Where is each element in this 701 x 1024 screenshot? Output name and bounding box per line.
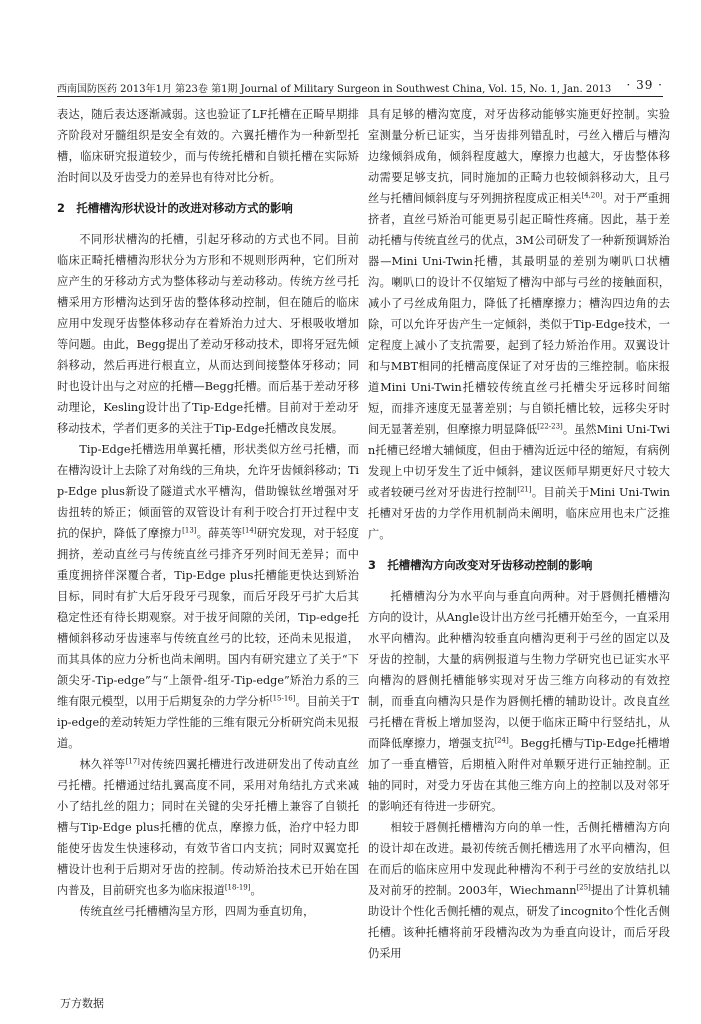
- page-number: · 39 ·: [626, 78, 663, 92]
- header-rule: [57, 96, 663, 97]
- paragraph: 表达，随后表达逐渐减弱。这也验证了LF托槽在正畸早期排齐阶段对牙髓组织是安全有效的。六翼托槽作为一种新型托槽，临床研究报道较少，而与传统托槽和自锁托槽在实际矫治时间以及牙齿受力的差异也有待对比分析。: [57, 108, 359, 184]
- watermark-footer: 万方数据: [60, 997, 104, 1010]
- right-column: [368, 104, 670, 964]
- running-header: [57, 78, 663, 94]
- paragraph: 相较于唇侧托槽槽沟方向的单一性，舌侧托槽槽沟方向的设计却在改进。最初传统舌侧托槽选用了水平向槽沟，但在而后的临床应用中发现此种槽沟不利于弓丝的安放结扎以及对前牙的控制。2003年，Wiechmann[25]提出了计算机辅助设计个性化舌侧托槽的观点，研发了incognito个性化舌侧托槽。该种托槽将前牙段槽沟改为为垂直向设计，而后牙段仍采用: [368, 821, 670, 960]
- citation: [18-19]: [224, 883, 251, 892]
- citation: [17]: [125, 757, 140, 766]
- paragraph: 不同形状槽沟的托槽，引起牙移动的方式也不同。目前临床正畸托槽槽沟形状分为方形和不规则形两种，它们所对应产生的牙移动方式为整体移动与差动移动。传统方丝弓托槽采用方形槽沟达到牙齿的整体移动控制，但在随后的临床应用中发现牙齿整体移动存在着矫治力过大、牙根吸收增加等问题。由此，Begg提出了差动牙移动技术，即将牙冠先倾斜移动，然后再进行根直立，从而达到间接整体牙移动；同时也设计出与之对应的托槽—Begg托槽。而后基于差动牙移动理论，Kesling设计出了Tip-Edge托槽。目前对于差动牙移动技术，学者们更多的关注于Tip-Edge托槽改良发展。: [57, 233, 359, 435]
- paragraph: Tip-Edge托槽选用单翼托槽，形状类似方丝弓托槽，而在槽沟设计上去除了对角线的三角块，允许牙齿倾斜移动；Tip-Edge plus新设了隧道式水平槽沟，借助镍钛丝增强对牙齿扭转的矫正；倾面管的双管设计有利于咬合打开过程中支抗的保护，降低了摩擦力[13]。薛英等[14]研究发现，对于轻度拥挤，差动直丝弓与传统直丝弓排齐牙列时间无差异；而中重度拥挤伴深覆合者，Tip-Edge plus托槽能更快达到矫治目标，同时有扩大后牙段牙弓现象，而后牙段牙弓扩大后其稳定性还有待长期观察。对于拔牙间隙的关闭，Tip-edge托槽倾斜移动牙齿速率与传统直丝弓的比较，还尚未见报道，而其具体的应力分析也尚未阐明。国内有研究建立了关于“下颌尖牙-Tip-edge”与“上颌骨-组牙-Tip-edge”矫治力系的三维有限元模型，以用于后期复杂的力学分析[15-16]。目前关于Tip-edge的差动转矩力学性能的三维有限元分析研究尚未见报道。: [57, 443, 359, 750]
- citation: [22-23]: [537, 422, 563, 431]
- citation: [25]: [576, 883, 591, 892]
- citation: [4,20]: [581, 191, 603, 200]
- paragraph: 传统直丝弓托槽槽沟呈方形，四周为垂直切角，: [79, 905, 315, 918]
- citation: [24]: [494, 736, 509, 745]
- citation: [15-16]: [269, 694, 296, 703]
- paragraph: 托槽槽沟分为水平向与垂直向两种。对于唇侧托槽槽沟方向的设计，从Angle设计出方丝弓托槽开始至今，一直采用水平向槽沟。此种槽沟较垂直向槽沟更利于弓丝的固定以及牙齿的控制，大量的病例报道与生物力学研究也已证实水平向槽沟的唇侧托槽能够实现对牙齿三维方向移动的有效控制，而垂直向槽沟只是作为唇侧托槽的辅助设计。改良直丝弓托槽在背板上增加竖沟，以便于临床正畸中行竖结扎，从而降低摩擦力，增强支抗[24]。Begg托槽与Tip-Edge托槽增加了一垂直槽管，后期植入附件对单颗牙进行正轴控制。正轴的同时，对受力牙齿在其他三维方向上的控制以及对邻牙的影响还有待进一步研究。: [368, 590, 670, 813]
- citation: [13]: [182, 526, 197, 535]
- journal-citation: 西南国防医药 2013年1月 第23卷 第1期 Journal of Military Surgeon in Southwest China, Vol. 15, No. 1, Jan. 2013: [57, 84, 612, 95]
- section-heading-2: 2 托槽槽沟形状设计的改进对移动方式的影响: [57, 201, 293, 215]
- citation: [14]: [242, 526, 257, 535]
- section-heading-3: 3 托槽槽沟方向改变对牙齿移动控制的影响: [368, 558, 593, 572]
- paragraph: 具有足够的槽沟宽度，对牙齿移动能够实施更好控制。实验室测量分析已证实，当牙齿排列错乱时，弓丝入槽后与槽沟边缘倾斜成角，倾斜程度越大，摩擦力也越大，牙齿整体移动需要足够支抗，同时施加的正畸力也较倾斜移动大，且弓丝与托槽间倾斜度与牙列拥挤程度成正相关[4,20]。对于严重拥挤者，直丝弓矫治可能更易引起正畸性疼痛。因此，基于差动托槽与传统直丝弓的优点，3M公司研发了一种新预调矫治器—Mini Uni-Twin托槽，其最明显的差别为喇叭口状槽沟。喇叭口的设计不仅缩短了槽沟中部与弓丝的接触面积，减小了弓丝成角阻力，降低了托槽摩擦力；槽沟四边角的去除，可以允许牙齿产生一定倾斜，类似于Tip-Edge技术，一定程度上减小了支抗需要，起到了轻力矫治作用。双翼设计和与MBT相同的托槽高度保证了对牙齿的三维控制。临床报道Mini Uni-Twin托槽较传统直丝弓托槽尖牙远移时间缩短，而排齐速度无显著差别；与自锁托槽比较，远移尖牙时间无显著差别，但摩擦力明显降低[22-23]。虽然Mini Uni-Twin托槽已经增大辅倾度，但由于槽沟近远中径的缩短，有病例发现上中切牙发生了近中倾斜，建议医师早期更好尺寸较大或者较硬弓丝对牙齿进行控制[21]。目前关于Mini Uni-Twin托槽对牙齿的力学作用机制尚未阐明，临床应用也未广泛推广。: [368, 108, 670, 541]
- citation: [21]: [517, 485, 532, 494]
- paragraph: 林久祥等[17]对传统四翼托槽进行改进研发出了传动直丝弓托槽。托槽通过结扎翼高度不同，采用对角结扎方式来减小了结扎丝的阻力；同时在关键的尖牙托槽上兼容了自锁托槽与Tip-Edge plus托槽的优点，摩擦力低，治疗中轻力即能使牙齿发生快速移动，有效节省口内支抗；同时双翼宽托槽设计也利于后期对牙齿的控制。传动矫治技术已开始在国内普及，目前研究也多为临床报道[18-19]。: [57, 757, 359, 897]
- left-column: [57, 104, 359, 922]
